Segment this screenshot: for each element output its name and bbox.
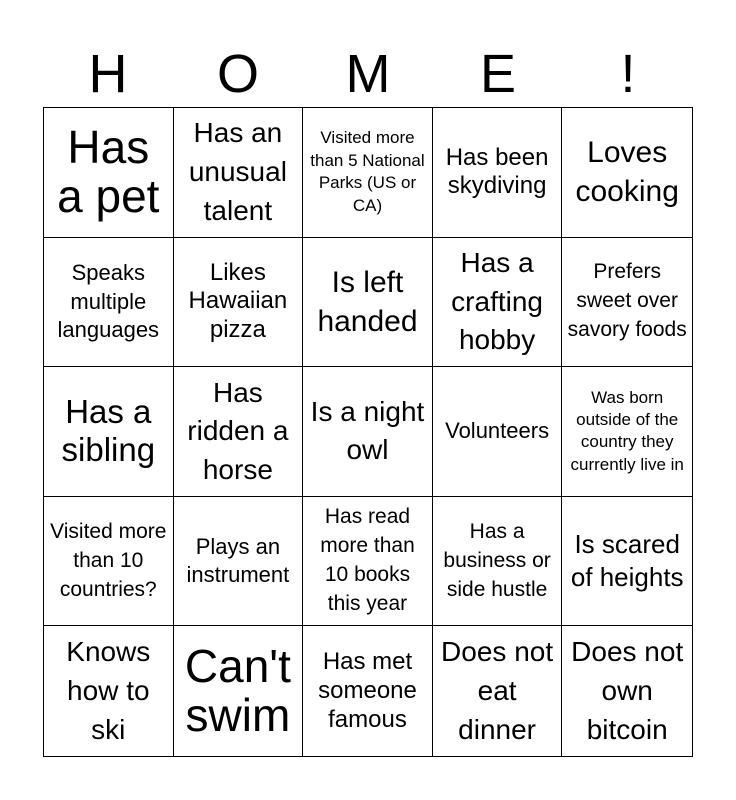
cell-text: Does not own bitcoin bbox=[571, 636, 684, 745]
bingo-cell-r4c3[interactable] bbox=[303, 497, 433, 627]
bingo-cell-r3c3[interactable] bbox=[303, 367, 433, 497]
header-letter-h: H bbox=[88, 44, 128, 104]
cell-text: Knows how to ski bbox=[66, 636, 151, 745]
bingo-cell-r2c1[interactable] bbox=[44, 238, 174, 368]
bingo-cell-r2c5[interactable] bbox=[562, 238, 692, 368]
cell-text: Visited more than 5 National Parks (US or CA) bbox=[310, 128, 425, 215]
bingo-cell-r4c1[interactable] bbox=[44, 497, 174, 627]
bingo-cell-r1c4[interactable] bbox=[433, 108, 563, 238]
cell-text: Speaks multiple languages bbox=[57, 260, 160, 343]
cell-text: Visited more than 10 countries? bbox=[50, 519, 167, 601]
cell-text: Has an unusual talent bbox=[188, 117, 287, 226]
cell-text: Is a night owl bbox=[310, 395, 425, 466]
bingo-cell-r5c4[interactable] bbox=[433, 626, 563, 756]
cell-text: Likes Hawaiian pizza bbox=[188, 258, 288, 344]
cell-text: Has met someone famous bbox=[318, 648, 417, 733]
cell-text: Can't swim bbox=[184, 639, 291, 742]
bingo-cell-r2c3[interactable] bbox=[303, 238, 433, 368]
bingo-cell-r1c1[interactable] bbox=[44, 108, 174, 238]
bingo-cell-r1c3[interactable] bbox=[303, 108, 433, 238]
cell-text: Has been skydiving bbox=[445, 143, 549, 200]
cell-text: Is left handed bbox=[317, 265, 418, 338]
header-letter-m: M bbox=[345, 44, 391, 104]
header-letter-e: E bbox=[479, 44, 517, 104]
cell-text: Does not eat dinner bbox=[441, 636, 554, 745]
header-letter-exclamation: ! bbox=[620, 44, 636, 104]
bingo-cell-r4c2[interactable] bbox=[174, 497, 304, 627]
cell-text: Is scared of heights bbox=[570, 529, 684, 593]
bingo-board bbox=[43, 107, 693, 757]
bingo-cell-r5c3[interactable] bbox=[303, 626, 433, 756]
cell-text: Was born outside of the country they currently live in bbox=[570, 387, 684, 474]
bingo-cell-r5c2[interactable] bbox=[174, 626, 304, 756]
cell-text: Has ridden a horse bbox=[187, 376, 289, 485]
bingo-cell-r1c2[interactable] bbox=[174, 108, 304, 238]
bingo-cell-r2c4[interactable] bbox=[433, 238, 563, 368]
cell-text: Loves cooking bbox=[575, 136, 679, 209]
bingo-header bbox=[43, 40, 693, 108]
cell-text: Has read more than 10 books this year bbox=[320, 505, 415, 616]
bingo-cell-r4c5[interactable] bbox=[562, 497, 692, 627]
bingo-cell-r5c5[interactable] bbox=[562, 626, 692, 756]
header-letter-o: O bbox=[216, 44, 259, 104]
bingo-cell-r3c4[interactable] bbox=[433, 367, 563, 497]
cell-text: Has a sibling bbox=[61, 392, 156, 469]
bingo-cell-r3c2[interactable] bbox=[174, 367, 304, 497]
cell-text: Has a pet bbox=[57, 120, 160, 223]
bingo-cell-r1c5[interactable] bbox=[562, 108, 692, 238]
bingo-cell-r2c2[interactable] bbox=[174, 238, 304, 368]
bingo-cell-r4c4[interactable] bbox=[433, 497, 563, 627]
cell-text: Volunteers bbox=[445, 418, 550, 444]
bingo-cell-r3c1[interactable] bbox=[44, 367, 174, 497]
cell-text: Has a business or side hustle bbox=[443, 519, 551, 601]
cell-text: Plays an instrument bbox=[186, 533, 290, 588]
bingo-cell-r5c1[interactable] bbox=[44, 626, 174, 756]
cell-text: Has a crafting hobby bbox=[451, 246, 543, 356]
bingo-cell-r3c5[interactable] bbox=[562, 367, 692, 497]
cell-text: Prefers sweet over savory foods bbox=[567, 260, 687, 342]
